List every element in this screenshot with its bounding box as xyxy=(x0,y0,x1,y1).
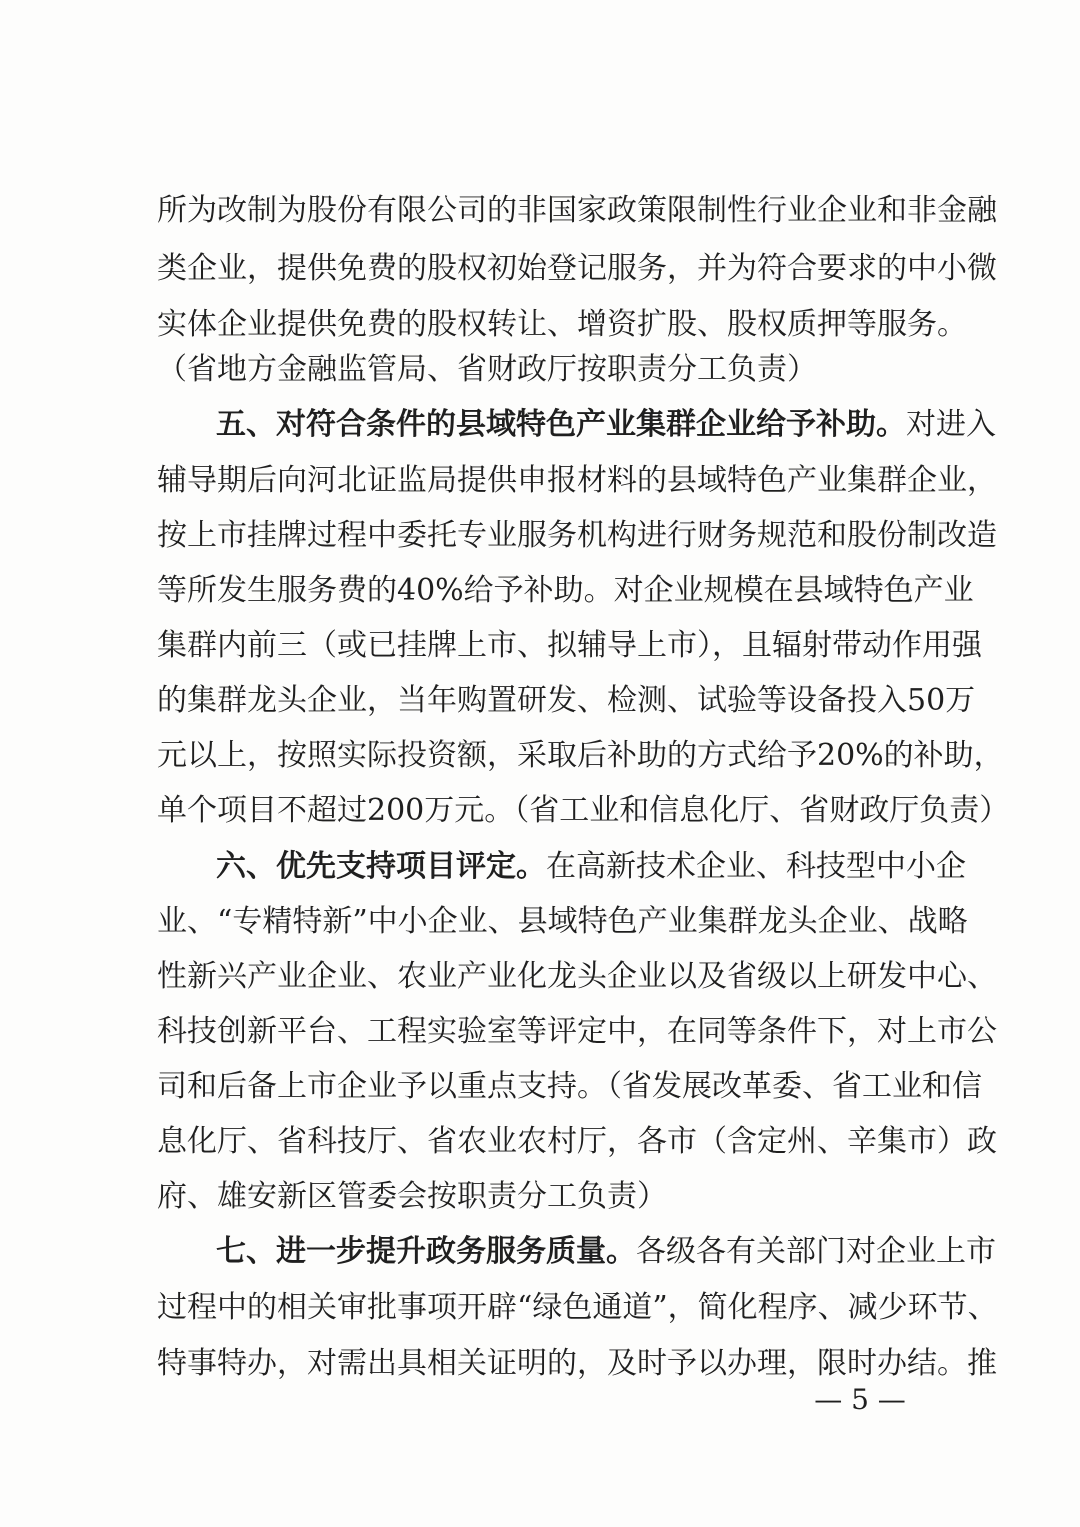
text-line: 过程中的相关审批事项开辟“绿色通道”，简化程序、减少环节、 xyxy=(157,1290,998,1325)
text-line: 司和后备上市企业予以重点支持。（省发展改革委、省工业和信 xyxy=(157,1069,982,1104)
item-5-heading: 五、对符合条件的县域特色产业集群企业给予补助。 xyxy=(216,407,906,442)
text-line: 业、“专精特新”中小企业、县域特色产业集群龙头企业、战略 xyxy=(157,904,968,939)
text-line: 府、雄安新区管委会按职责分工负责） xyxy=(157,1179,667,1214)
text-line: 等所发生服务费的40%给予补助。对企业规模在县域特色产业 xyxy=(157,573,974,608)
text-line: 科技创新平台、工程实验室等评定中，在同等条件下，对上市公 xyxy=(157,1014,997,1049)
text-line: 集群内前三（或已挂牌上市、拟辅导上市），且辐射带动作用强 xyxy=(157,628,982,663)
item-5-first-line-rest: 对进入 xyxy=(906,407,996,442)
item-6-heading: 六、优先支持项目评定。 xyxy=(216,849,546,884)
item-6-first-line xyxy=(216,842,966,892)
text-line: 单个项目不超过200万元。（省工业和信息化厅、省财政厅负责） xyxy=(157,793,1010,828)
text-line: 按上市挂牌过程中委托专业服务机构进行财务规范和股份制改造 xyxy=(157,518,997,553)
item-7-heading: 七、进一步提升政务服务质量。 xyxy=(216,1234,636,1269)
text-line: （省地方金融监管局、省财政厅按职责分工负责） xyxy=(157,352,817,387)
text-line: 元以上，按照实际投资额，采取后补助的方式给予20%的补助， xyxy=(157,738,1004,773)
text-line: 特事特办，对需出具相关证明的，及时予以办理，限时办结。推 xyxy=(157,1346,997,1381)
page-number: — 5 — xyxy=(814,1383,906,1416)
item-7-first-line xyxy=(216,1227,996,1277)
text-line: 性新兴产业企业、农业产业化龙头企业以及省级以上研发中心、 xyxy=(157,959,997,994)
text-line: 类企业，提供免费的股权初始登记服务，并为符合要求的中小微 xyxy=(157,251,997,286)
text-line: 辅导期后向河北证监局提供申报材料的县域特色产业集群企业， xyxy=(157,463,997,498)
text-line: 息化厅、省科技厅、省农业农村厅，各市（含定州、辛集市）政 xyxy=(157,1124,997,1159)
item-5-first-line xyxy=(216,400,996,450)
item-6-first-line-rest: 在高新技术企业、科技型中小企 xyxy=(546,849,966,884)
text-line: 所为改制为股份有限公司的非国家政策限制性行业企业和非金融 xyxy=(157,193,997,228)
text-line: 的集群龙头企业，当年购置研发、检测、试验等设备投入50万 xyxy=(157,683,976,718)
text-line: 实体企业提供免费的股权转让、增资扩股、股权质押等服务。 xyxy=(157,307,967,342)
item-7-first-line-rest: 各级各有关部门对企业上市 xyxy=(636,1234,996,1269)
